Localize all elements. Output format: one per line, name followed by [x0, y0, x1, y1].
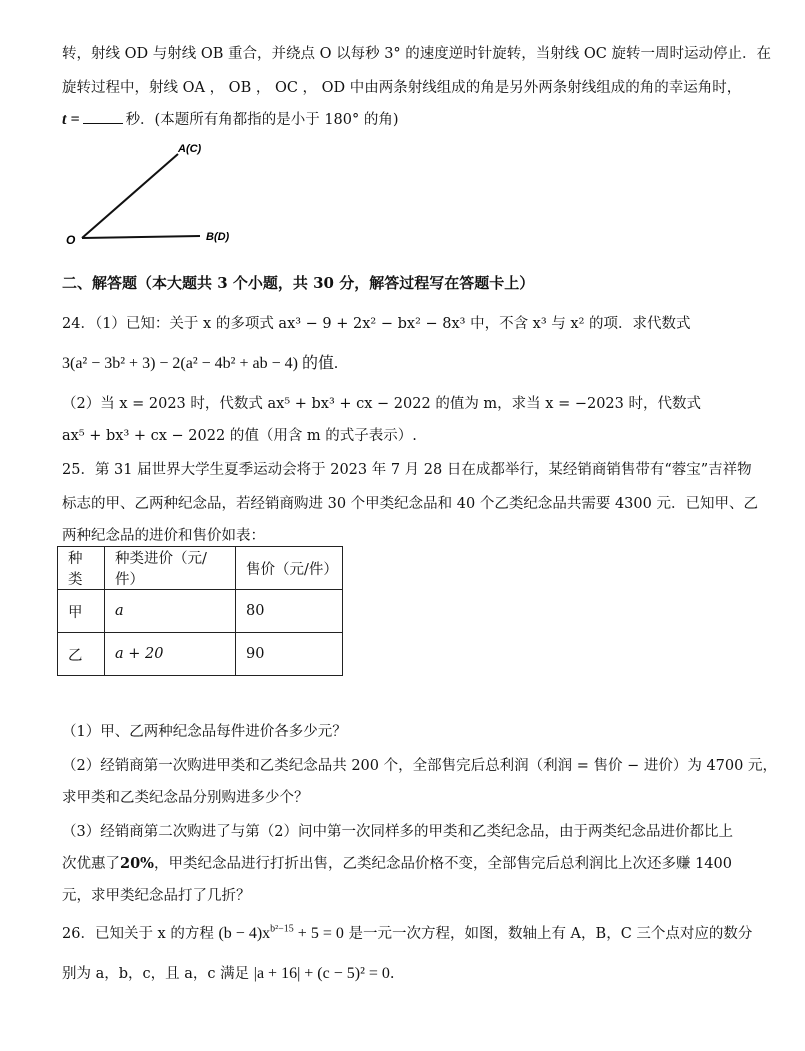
q25-sub2a: （2）经销商第一次购进甲类和乙类纪念品共 200 个，全部售完后总利润（利润 = 售价 − 进价）为 4700 元， — [62, 758, 777, 774]
label-bd: B(D) — [206, 231, 230, 243]
table-header-cell: 种类 — [58, 547, 105, 590]
q25-sub3c: 元，求甲类纪念品打了几折？ — [62, 888, 251, 904]
q26-eq-exponent: b²−15 — [270, 923, 294, 935]
q26-line1-pre: 26．已知关于 x 的方程 — [62, 926, 214, 942]
price-table — [57, 546, 343, 676]
q23-line2: 旋转过程中，射线 OA ， OB ， OC ， OD 中由两条射线组成的角是另外两条射线组成的角的幸运角时， — [62, 80, 742, 96]
table-cell: 乙 — [58, 633, 105, 676]
q25-sub2b: 求甲类和乙类纪念品分别购进多少个？ — [62, 790, 309, 806]
table-cell: 甲 — [58, 590, 105, 633]
ray-ob — [82, 236, 200, 238]
q26-line2 — [62, 962, 395, 983]
q23-line3-text: 秒．(本题所有角都指的是小于 180° 的角) — [125, 112, 399, 128]
q24-part1: 24．（1）已知：关于 x 的多项式 ax³ − 9 + 2x² − bx² − 8x³ 中，不含 x³ 与 x² 的项．求代数式 — [62, 316, 691, 332]
q25-discount-percent: 20% — [120, 855, 154, 872]
q24-part1-expr: 3(a² − 3b² + 3) − 2(a² − 4b² + ab − 4) 的值. — [62, 355, 338, 372]
q25-sub3b — [62, 852, 732, 873]
q25-intro2: 标志的甲、乙两种纪念品，若经销商购进 30 个甲类纪念品和 40 个乙类纪念品共需要 4300 元．已知甲、乙 — [62, 496, 758, 512]
q26-line2-pre: 别为 a，b，c，且 a，c 满足 — [62, 966, 250, 982]
q26-eq-base: (b − 4)x — [218, 925, 271, 942]
q25-sub3b-pre: 次优惠了 — [62, 856, 120, 872]
q26-condition: |a + 16| + (c − 5)² = 0 — [253, 965, 390, 982]
table-cell: a + 20 — [105, 633, 236, 676]
q26-line1-post: 是一元一次方程，如图，数轴上有 A，B，C 三个点对应的数分 — [348, 926, 753, 942]
q26-equation — [218, 925, 343, 942]
q25-intro3: 两种纪念品的进价和售价如表： — [62, 528, 265, 544]
q25-sub3a: （3）经销商第二次购进了与第（2）问中第一次同样多的甲类和乙类纪念品，由于两类纪念品进价都比上 — [62, 824, 733, 840]
table-row — [58, 633, 343, 676]
q25-intro1: 25．第 31 届世界大学生夏季运动会将于 2023 年 7 月 28 日在成都举行，某经销商销售带有“蓉宝”吉祥物 — [62, 462, 752, 478]
label-o: O — [66, 233, 76, 247]
ray-oa — [82, 154, 178, 238]
label-ac: A(C) — [178, 143, 202, 155]
table-header-cell: 种类进价（元/件） — [105, 547, 236, 590]
table-cell: 90 — [236, 633, 343, 676]
q23-answer-blank — [83, 109, 123, 124]
table-header-row — [58, 547, 343, 590]
q26-eq-rest: + 5 = 0 — [297, 925, 344, 942]
q23-angle-figure — [60, 140, 280, 250]
table-cell: a — [105, 590, 236, 633]
table-row — [58, 590, 343, 633]
q26-line2-post: . — [389, 966, 395, 982]
q26-line1 — [62, 922, 752, 943]
q24-part2-expr: ax⁵ + bx³ + cx − 2022 的值（用含 m 的式子表示）. — [62, 428, 417, 444]
q25-sub1: （1）甲、乙两种纪念品每件进价各多少元？ — [62, 724, 347, 740]
q23-t-label: t = — [62, 111, 80, 128]
q23-line1: 转，射线 OD 与射线 OB 重合，并绕点 O 以每秒 3° 的速度逆时针旋转，当射线 OC 旋转一周时运动停止．在 — [62, 46, 771, 62]
q24-part2: （2）当 x = 2023 时，代数式 ax⁵ + bx³ + cx − 2022 的值为 m，求当 x = −2023 时，代数式 — [62, 396, 701, 412]
q25-sub3b-post: ，甲类纪念品进行打折出售，乙类纪念品价格不变，全部售完后总利润比上次还多赚 1400 — [153, 856, 732, 872]
q23-line3 — [62, 108, 399, 129]
table-cell: 80 — [236, 590, 343, 633]
table-header-cell: 售价（元/件） — [236, 547, 343, 590]
section-title: 二、解答题（本大题共 3 个小题，共 30 分，解答过程写在答题卡上） — [62, 274, 535, 292]
